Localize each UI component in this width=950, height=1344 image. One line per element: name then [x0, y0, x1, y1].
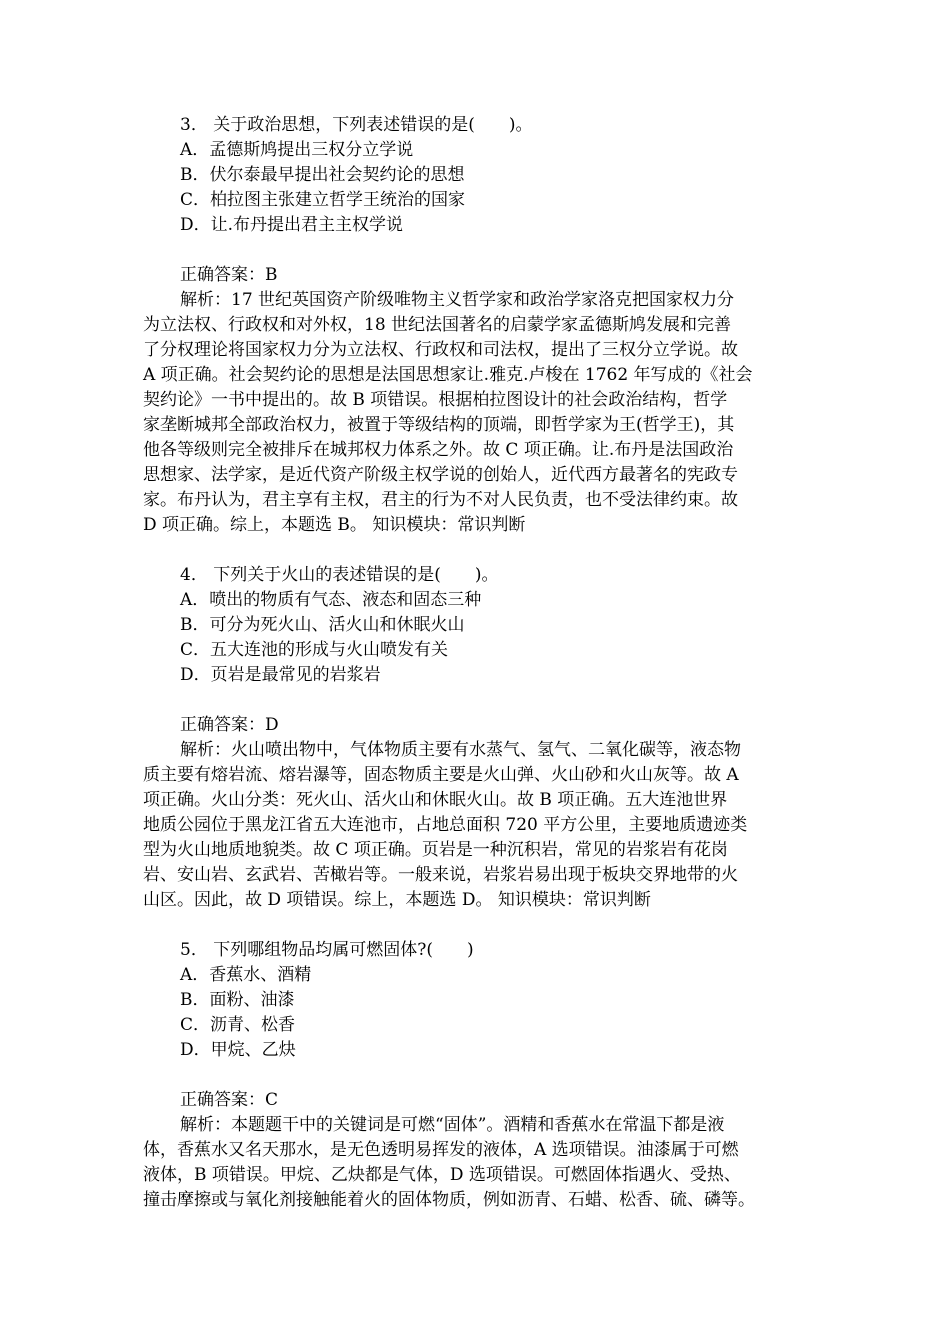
analysis-line: 山区。因此，故 D 项错误。综上，本题选 D。 知识模块：常识判断	[143, 890, 651, 910]
option-c: C．沥青、松香	[180, 1015, 296, 1035]
question-stem	[143, 938, 811, 963]
question-text: 关于政治思想，下列表述错误的是( )。	[213, 115, 533, 135]
question-stem	[143, 563, 811, 588]
analysis-line: A 项正确。社会契约论的思想是法国思想家让.雅克.卢梭在 1762 年写成的《社会	[143, 365, 753, 385]
analysis-line: 解析：火山喷出物中，气体物质主要有水蒸气、氢气、二氧化碳等，液态物	[180, 740, 741, 760]
analysis-line: 型为火山地质地貌类。故 C 项正确。页岩是一种沉积岩，常见的岩浆岩有花岗	[143, 840, 728, 860]
analysis-line: D 项正确。综上，本题选 B。 知识模块：常识判断	[143, 515, 526, 535]
question-number: 3．	[180, 115, 208, 135]
analysis-line: 思想家、法学家，是近代资产阶级主权学说的创始人，近代西方最著名的宪政专	[143, 465, 738, 485]
option-d: D．甲烷、乙炔	[180, 1040, 296, 1060]
question-3	[143, 113, 811, 538]
analysis-line: 质主要有熔岩流、熔岩瀑等，固态物质主要是火山弹、火山砂和火山灰等。故 A	[143, 765, 739, 785]
correct-answer: 正确答案：C	[180, 1090, 279, 1110]
analysis-line: 液体，B 项错误。甲烷、乙炔都是气体，D 选项错误。可燃固体指遇火、受热、	[143, 1165, 741, 1185]
analysis-line: 家。布丹认为，君主享有主权，君主的行为不对人民负责，也不受法律约束。故	[143, 490, 738, 510]
question-text: 下列关于火山的表述错误的是( )。	[213, 565, 499, 585]
analysis-line: 地质公园位于黑龙江省五大连池市，占地总面积 720 平方公里，主要地质遗迹类	[143, 815, 748, 835]
analysis-line: 撞击摩擦或与氧化剂接触能着火的固体物质，例如沥青、石蜡、松香、硫、磷等。	[143, 1190, 755, 1210]
option-c: C．柏拉图主张建立哲学王统治的国家	[180, 190, 466, 210]
option-a: A．香蕉水、酒精	[180, 965, 312, 985]
analysis	[143, 738, 811, 913]
correct-answer: 正确答案：D	[180, 715, 279, 735]
option-d: D．页岩是最常见的岩浆岩	[180, 665, 381, 685]
option-d: D．让.布丹提出君主主权学说	[180, 215, 404, 235]
analysis-line: 契约论》一书中提出的。故 B 项错误。根据柏拉图设计的社会政治结构，哲学	[143, 390, 728, 410]
option-b: B．伏尔泰最早提出社会契约论的思想	[180, 165, 465, 185]
analysis-line: 了分权理论将国家权力分为立法权、行政权和司法权，提出了三权分立学说。故	[143, 340, 738, 360]
analysis	[143, 1113, 811, 1213]
analysis-line: 家垄断城邦全部政治权力，被置于等级结构的顶端，即哲学家为王(哲学王)，其	[143, 415, 735, 435]
analysis-line: 解析：本题题干中的关键词是可燃“固体”。酒精和香蕉水在常温下都是液	[180, 1115, 725, 1135]
analysis-line: 他各等级则完全被排斥在城邦权力体系之外。故 C 项正确。让.布丹是法国政治	[143, 440, 734, 460]
question-4	[143, 563, 811, 913]
question-number: 5．	[180, 940, 208, 960]
question-5	[143, 938, 811, 1213]
question-stem	[143, 113, 811, 138]
analysis-line: 项正确。火山分类：死火山、活火山和休眠火山。故 B 项正确。五大连池世界	[143, 790, 728, 810]
analysis-line: 为立法权、行政权和对外权，18 世纪法国著名的启蒙学家孟德斯鸠发展和完善	[143, 315, 732, 335]
option-b: B．可分为死火山、活火山和休眠火山	[180, 615, 465, 635]
document-page	[143, 113, 811, 1213]
analysis	[143, 288, 811, 538]
option-a: A．喷出的物质有气态、液态和固态三种	[180, 590, 482, 610]
analysis-line: 解析：17 世纪英国资产阶级唯物主义哲学家和政治学家洛克把国家权力分	[180, 290, 735, 310]
correct-answer: 正确答案：B	[180, 265, 278, 285]
option-a: A．孟德斯鸠提出三权分立学说	[180, 140, 414, 160]
question-number: 4．	[180, 565, 208, 585]
question-text: 下列哪组物品均属可燃固体?( )	[213, 940, 474, 960]
analysis-line: 岩、安山岩、玄武岩、苦橄岩等。一般来说，岩浆岩易出现于板块交界地带的火	[143, 865, 738, 885]
analysis-line: 体，香蕉水又名天那水，是无色透明易挥发的液体，A 选项错误。油漆属于可燃	[143, 1140, 739, 1160]
option-b: B．面粉、油漆	[180, 990, 295, 1010]
option-c: C．五大连池的形成与火山喷发有关	[180, 640, 449, 660]
